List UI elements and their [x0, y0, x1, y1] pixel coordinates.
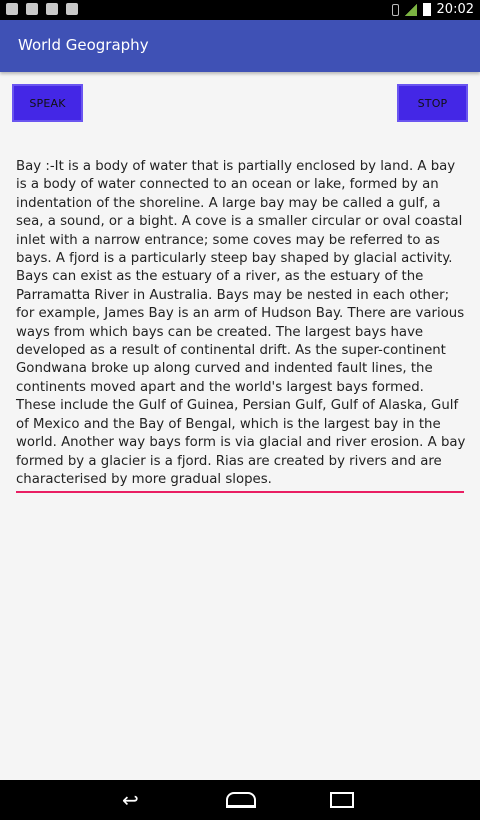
clock: 20:02 [436, 2, 474, 17]
usb-icon [46, 3, 58, 15]
recent-apps-icon[interactable] [330, 792, 354, 808]
missed-call-icon [6, 3, 18, 15]
text-field-underline [16, 491, 464, 493]
app-title: World Geography [18, 36, 149, 54]
back-icon[interactable]: ↩ [122, 788, 139, 812]
notification-icons [6, 3, 78, 15]
navigation-bar [0, 780, 480, 820]
speak-button[interactable]: SPEAK [12, 84, 83, 122]
signal-icon [405, 4, 417, 16]
barcode-icon [66, 3, 78, 15]
home-icon[interactable] [226, 792, 256, 808]
battery-icon [423, 3, 431, 16]
app-bar [0, 20, 480, 72]
vibrate-icon [392, 4, 399, 16]
article-text[interactable]: Bay :-It is a body of water that is partially enclosed by land. A bay is a body of water connected to an ocean or lake, formed by an indentation of the shoreline. A large bay may be called a gulf, a sea, a sound, or a bight. A cove is a smaller circular or oval coastal inlet with a narrow entrance; some coves may be referred to as bays. A fjord is a particularly steep bay shaped by glacial activity. Bays can exist as the estuary of a river, as the estuary of the Parramatta River in Australia. Bays may be nested in each other; for example, James Bay is an arm of Hudson Bay. There are various ways from which bays can be created. The largest bays have developed as a result of continental drift. As the super-continent Gondwana broke up along curved and indented fault lines, the continents moved apart and the world's largest bays formed. These include the Gulf of Guinea, Persian Gulf, Gulf of Alaska, Gulf of Mexico and the Bay of Bengal, which is the largest bay in the world. Another way bays form is via glacial and river erosion. A bay formed by a glacier is a fjord. Rias are created by rivers and are characterised by more gradual slopes. [16, 159, 466, 487]
message-icon [26, 3, 38, 15]
system-icons [392, 2, 474, 17]
stop-button[interactable]: STOP [397, 84, 468, 122]
status-bar [0, 0, 480, 20]
